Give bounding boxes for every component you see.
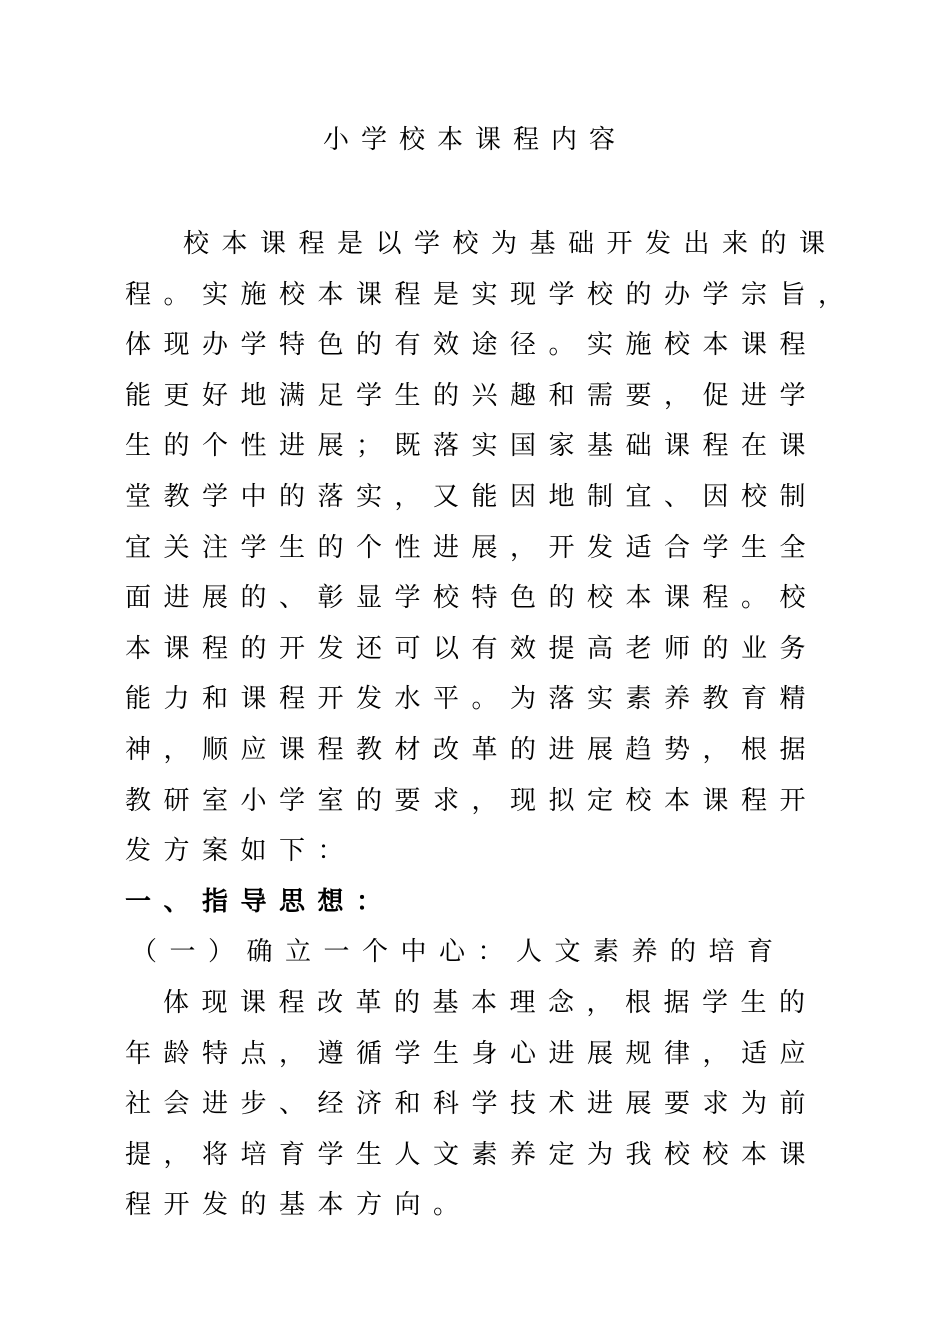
- paragraph-line: 发方案如下：: [125, 836, 357, 867]
- paragraph-line: 程开发的基本方向。: [125, 1190, 472, 1221]
- paragraph-line: 程。实施校本课程是实现学校的办学宗旨，: [125, 279, 857, 310]
- paragraph-line: 面进展的、彰显学校特色的校本课程。校: [125, 583, 819, 614]
- section-heading: 一、指导思想：: [125, 886, 395, 917]
- document-body: [125, 226, 857, 1238]
- document-title: 小学校本课程内容: [322, 125, 627, 155]
- paragraph-line: 神，顺应课程教材改革的进展趋势，根据: [125, 734, 819, 765]
- paragraph-line: 社会进步、经济和科学技术进展要求为前: [125, 1089, 819, 1120]
- paragraph-line: 体现课程改革的基本理念，根据学生的: [163, 987, 818, 1018]
- paragraph-line: 堂教学中的落实，又能因地制宜、因校制: [125, 481, 819, 512]
- paragraph-line: 能力和课程开发水平。为落实素养教育精: [125, 684, 819, 715]
- paragraph-line: 体现办学特色的有效途径。实施校本课程: [125, 330, 819, 361]
- paragraph-line: 校本课程是以学校为基础开发出来的课: [183, 229, 838, 259]
- subsection-heading: （一）确立一个中心：人文素养的培育: [131, 937, 786, 968]
- paragraph-line: 教研室小学室的要求，现拟定校本课程开: [125, 785, 819, 816]
- paragraph-line: 年龄特点，遵循学生身心进展规律，适应: [125, 1038, 819, 1069]
- paragraph-line: 提，将培育学生人文素养定为我校校本课: [125, 1139, 819, 1170]
- paragraph-line: 宜关注学生的个性进展，开发适合学生全: [125, 532, 819, 563]
- paragraph-line: 生的个性进展；既落实国家基础课程在课: [125, 431, 819, 462]
- paragraph-line: 本课程的开发还可以有效提高老师的业务: [125, 633, 819, 664]
- paragraph-line: 能更好地满足学生的兴趣和需要，促进学: [125, 380, 819, 411]
